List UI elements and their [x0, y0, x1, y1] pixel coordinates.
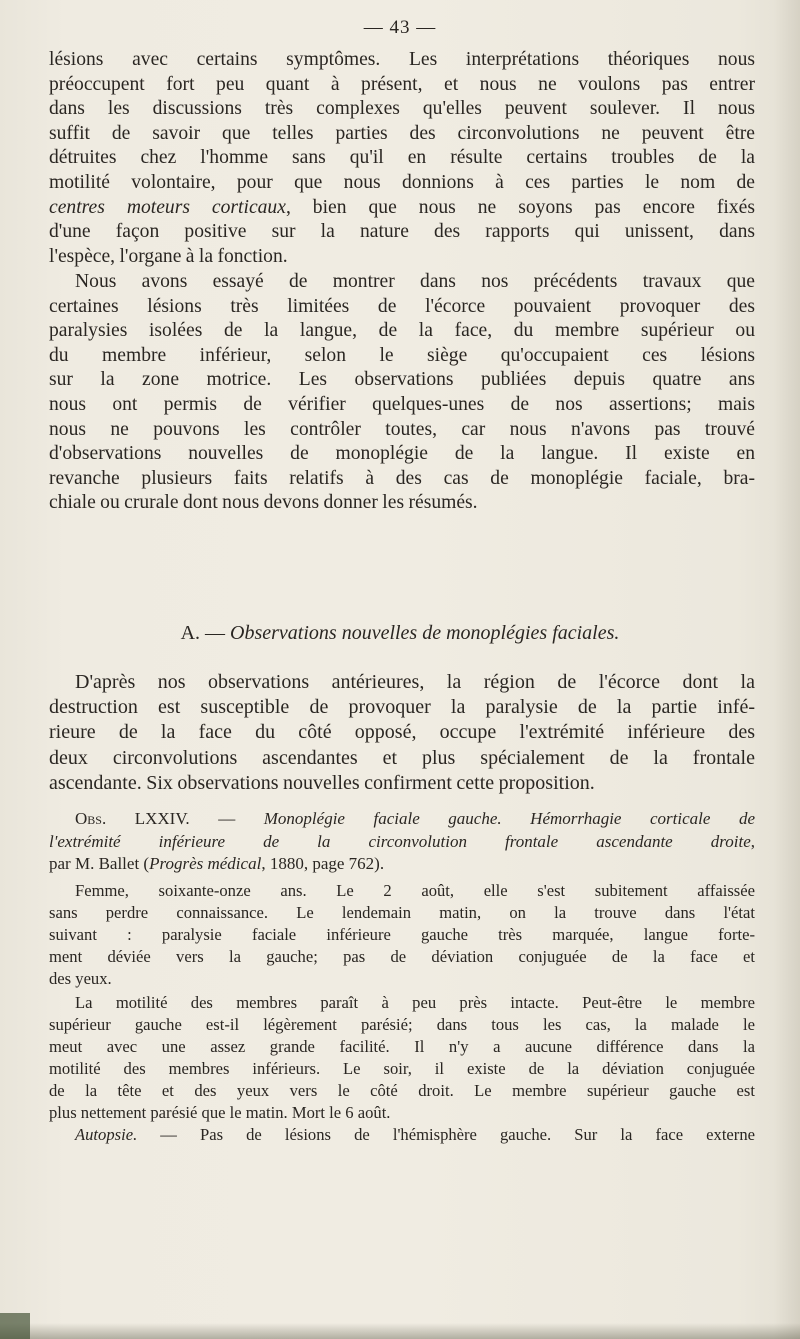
text-line: Femme, soixante-onze ans. Le 2 août, elle s'est subitement affaissée — [75, 881, 755, 900]
text-line: supérieur gauche est-il légèrement parésié; dans tous les cas, la malade le — [49, 1015, 755, 1034]
text-line: des yeux. — [49, 969, 112, 988]
text-line: D'après nos observations antérieures, la région de l'écorce dont la — [75, 671, 755, 693]
text-line — [49, 831, 755, 854]
text-line: meut avec une assez grande facilité. Il n'y a aucune différence dans la — [49, 1037, 755, 1056]
text-line: ment déviée vers la gauche; pas de déviation conjuguée de la face et — [49, 947, 755, 966]
observation-title-cont: l'extrémité inférieure de la circonvolution frontale ascendante droite — [49, 831, 751, 851]
text-fragment: — Pas de lésions de l'hémisphère gauche. Sur la face externe — [137, 1125, 755, 1144]
text-line: nous ne pouvons les contrôler toutes, car nous n'avons pas trouvé — [49, 418, 755, 440]
text-line: ascendante. Six observations nouvelles confirment cette proposition. — [49, 771, 595, 794]
paragraph-previous-work — [49, 270, 755, 516]
text-line: suffit de savoir que telles parties des circonvolutions ne peuvent être — [49, 122, 755, 144]
text-line: revanche plusieurs faits relatifs à des cas de monoplégie faciale, bra- — [49, 467, 755, 489]
observation-body — [49, 880, 755, 990]
text-line: rieure de la face du côté opposé, occupe l'extrémité inférieure des — [49, 721, 755, 744]
text-line: chiale ou crurale dont nous devons donner les résumés. — [49, 492, 478, 514]
text-line — [49, 853, 755, 876]
heading-prefix: A. — — [180, 622, 231, 644]
text-line: l'espèce, l'organe à la fonction. — [49, 245, 288, 267]
text-line: suivant : paralysie faciale inférieure gauche très marquée, langue forte- — [49, 925, 755, 944]
text-line: motilité volontaire, pour que nous donnions à ces parties le nom de — [49, 171, 755, 193]
text-line: motilité des membres inférieurs. Le soir, il existe de la déviation conjuguée — [49, 1059, 755, 1078]
text-line: préoccupent fort peu quant à présent, et nous ne voulons pas entrer — [49, 73, 755, 95]
text-line: destruction est susceptible de provoquer la paralysie de la partie infé- — [49, 696, 755, 719]
text-fragment: , — [750, 831, 755, 851]
paragraph-region — [49, 670, 755, 796]
text-line — [49, 808, 755, 831]
text-line: du membre inférieur, selon le siège qu'occupaient ces lésions — [49, 344, 755, 366]
text-line: lésions avec certains symptômes. Les interprétations théoriques nous — [49, 49, 755, 70]
text-fragment: , bien que nous ne soyons pas encore fixés — [285, 196, 755, 218]
text-line: plus nettement parésié que le matin. Mort le 6 août. — [49, 1103, 391, 1122]
text-line: La motilité des membres paraît à peu près intacte. Peut-être le membre — [75, 993, 755, 1012]
text-line: nous ont permis de vérifier quelques-unes de nos assertions; mais — [49, 393, 755, 415]
heading-title: Observations nouvelles de monoplégies faciales. — [230, 622, 620, 644]
page-number: — 43 — — [363, 17, 437, 38]
text-line: dans les discussions très complexes qu'elles peuvent soulever. Il nous — [49, 98, 755, 120]
bottom-scan-edge — [0, 1323, 800, 1339]
paragraph-intro — [49, 48, 755, 269]
text-line: détruites chez l'homme sans qu'il en résulte certains troubles de la — [49, 147, 755, 169]
scan-corner-mark — [0, 1313, 30, 1339]
text-line: deux circonvolutions ascendantes et plus spécialement de la frontale — [49, 746, 755, 769]
journal-name: Progrès médical — [149, 854, 262, 873]
text-line: certaines lésions très limitées de l'écorce pouvaient provoquer des — [49, 295, 755, 317]
page-edge-shadow — [774, 0, 800, 1339]
autopsy-label: Autopsie. — [75, 1125, 138, 1144]
text-line — [49, 196, 755, 221]
text-line: sur la zone motrice. Les observations publiées depuis quatre ans — [49, 369, 755, 391]
observation-title: Monoplégie faciale gauche. Hémorrhagie corticale de — [263, 809, 756, 828]
text-line: de la tête et des yeux vers le côté droit. Le membre supérieur gauche est — [49, 1081, 755, 1100]
text-line: sans perdre connaissance. Le lendemain matin, on la trouve dans l'état — [49, 903, 755, 922]
text-line: d'une façon positive sur la nature des rapports qui unissent, dans — [49, 221, 755, 243]
text-line: paralysies isolées de la langue, de la face, du membre supérieur ou — [49, 320, 755, 342]
observation-author: par M. Ballet ( — [49, 854, 150, 873]
text-line: Nous avons essayé de montrer dans nos précédents travaux que — [75, 271, 755, 292]
observation-header — [49, 808, 755, 876]
text-line — [49, 1124, 755, 1146]
text-line: d'observations nouvelles de monoplégie de la langue. Il existe en — [49, 443, 755, 465]
observation-label: Obs. LXXIV. — — [75, 809, 264, 828]
italic-term: centres moteurs corticaux — [49, 196, 286, 218]
section-heading — [0, 622, 800, 645]
observation-citation: , 1880, page 762). — [261, 854, 385, 873]
observation-motility — [49, 992, 755, 1146]
